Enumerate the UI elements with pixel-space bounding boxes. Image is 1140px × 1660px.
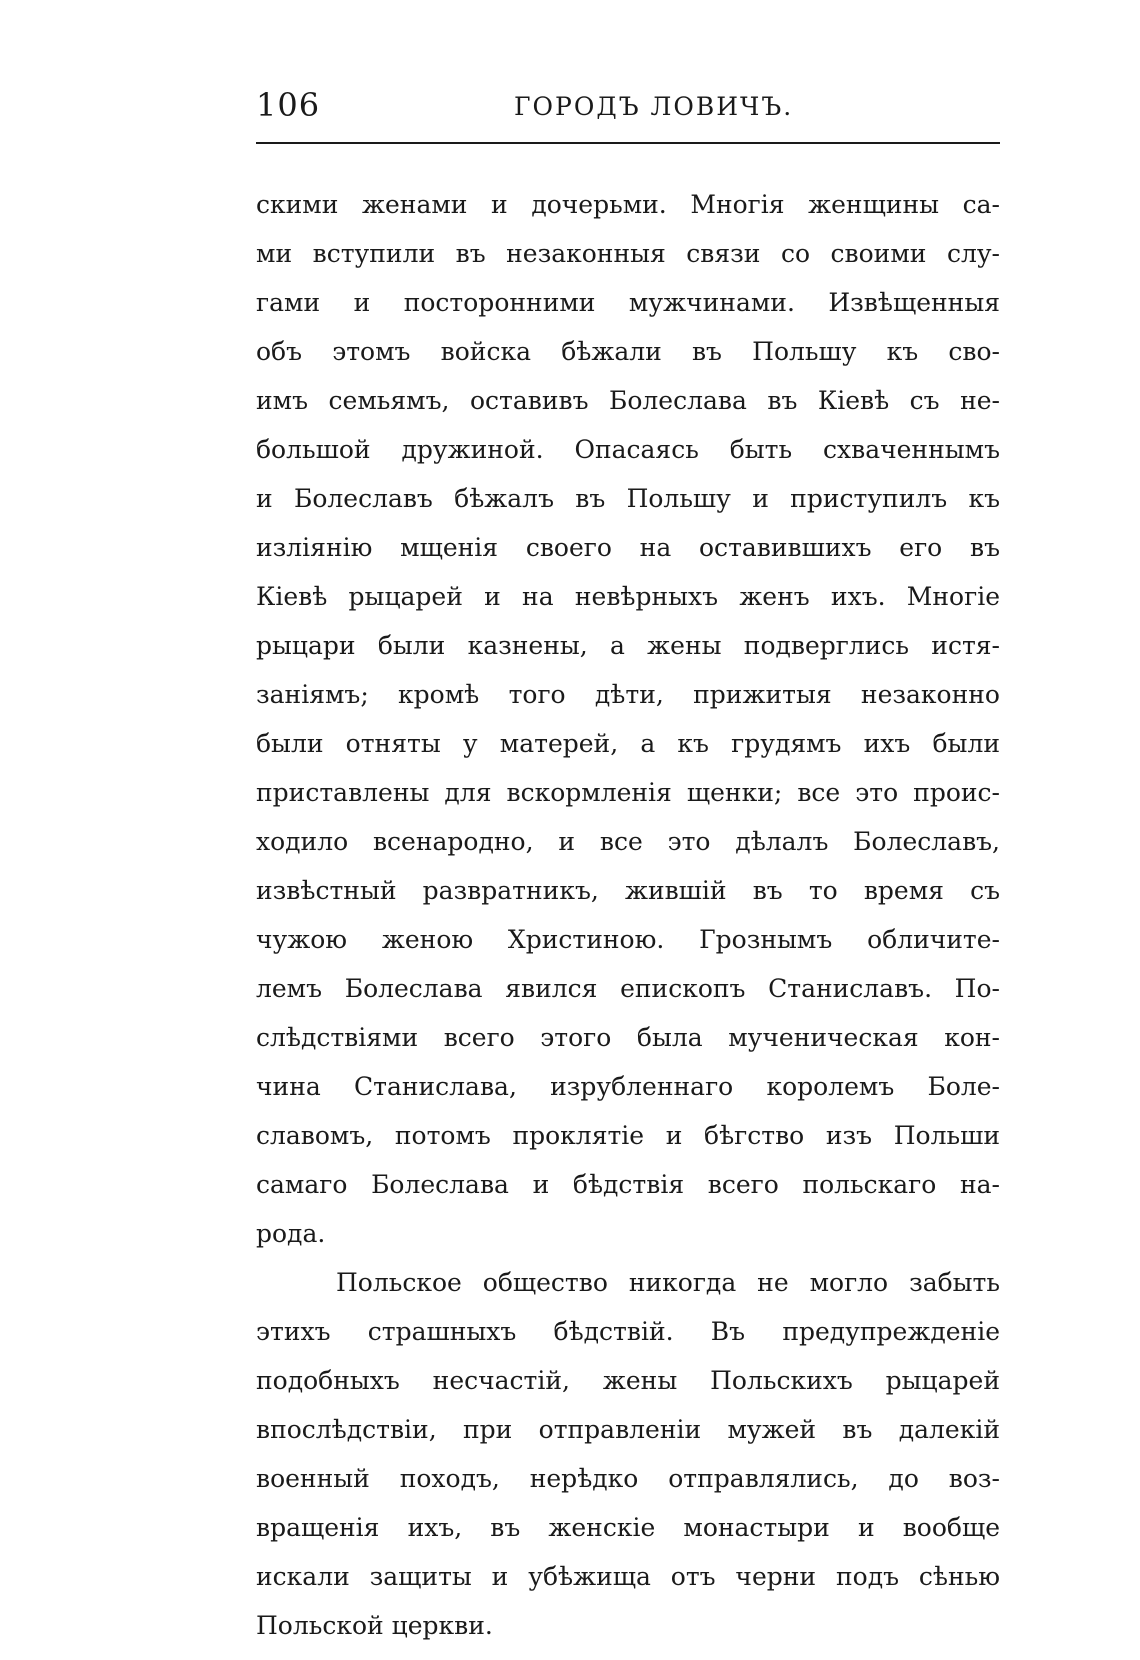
text-line: самаго Болеслава и бѣдствія всего польскаго на- bbox=[256, 1170, 1000, 1199]
page-number: 106 bbox=[256, 86, 321, 124]
text-line: и Болеславъ бѣжалъ въ Польшу и приступилъ къ bbox=[256, 484, 1000, 513]
text-line: искали защиты и убѣжища отъ черни подъ сѣнью bbox=[256, 1562, 1000, 1591]
body-text bbox=[256, 180, 1000, 1650]
header-rule bbox=[256, 142, 1000, 144]
text-line: чужою женою Христиною. Грознымъ обличите- bbox=[256, 925, 1000, 954]
text-line: чина Станислава, изрубленнаго королемъ Боле- bbox=[256, 1072, 1000, 1101]
paragraph-end-line: рода. bbox=[256, 1219, 326, 1248]
text-line: впослѣдствіи, при отправленіи мужей въ далекій bbox=[256, 1415, 1000, 1444]
text-line: подобныхъ несчастій, жены Польскихъ рыцарей bbox=[256, 1366, 1000, 1395]
text-line: большой дружиной. Опасаясь быть схваченнымъ bbox=[256, 435, 1000, 464]
paragraph-start-line: Польское общество никогда не могло забыть bbox=[336, 1268, 1000, 1297]
text-line: объ этомъ войска бѣжали въ Польшу къ сво- bbox=[256, 337, 1000, 366]
text-line: ходило всенародно, и все это дѣлалъ Болеславъ, bbox=[256, 827, 1000, 856]
text-line: рыцари были казнены, а жены подверглись истя- bbox=[256, 631, 1000, 660]
running-head bbox=[256, 82, 1000, 130]
text-line: заніямъ; кромѣ того дѣти, прижитыя незаконно bbox=[256, 680, 1000, 709]
text-line: военный походъ, нерѣдко отправлялись, до воз- bbox=[256, 1464, 1000, 1493]
text-line: гами и посторонними мужчинами. Извѣщенныя bbox=[256, 288, 1000, 317]
text-line: славомъ, потомъ проклятіе и бѣгство изъ Польши bbox=[256, 1121, 1000, 1150]
text-line: Кіевѣ рыцарей и на невѣрныхъ женъ ихъ. Многіе bbox=[256, 582, 1000, 611]
text-line: этихъ страшныхъ бѣдствій. Въ предупрежденіе bbox=[256, 1317, 1000, 1346]
text-line: извѣстный развратникъ, жившій въ то время съ bbox=[256, 876, 1000, 905]
running-title: ГОРОДЪ ЛОВИЧЪ. bbox=[514, 92, 794, 121]
text-line: приставлены для вскормленія щенки; все это проис- bbox=[256, 778, 1000, 807]
paragraph-end-line: Польской церкви. bbox=[256, 1611, 493, 1640]
text-line: лемъ Болеслава явился епископъ Станиславъ. По- bbox=[256, 974, 1000, 1003]
text-line: скими женами и дочерьми. Многія женщины са- bbox=[256, 190, 1000, 219]
text-line: изліянію мщенія своего на оставившихъ его въ bbox=[256, 533, 1000, 562]
text-line: имъ семьямъ, оставивъ Болеслава въ Кіевѣ съ не- bbox=[256, 386, 1000, 415]
text-line: были отняты у матерей, а къ грудямъ ихъ были bbox=[256, 729, 1000, 758]
text-line: слѣдствіями всего этого была мученическая кон- bbox=[256, 1023, 1000, 1052]
text-line: вращенія ихъ, въ женскіе монастыри и вообще bbox=[256, 1513, 1000, 1542]
text-line: ми вступили въ незаконныя связи со своими слу- bbox=[256, 239, 1000, 268]
